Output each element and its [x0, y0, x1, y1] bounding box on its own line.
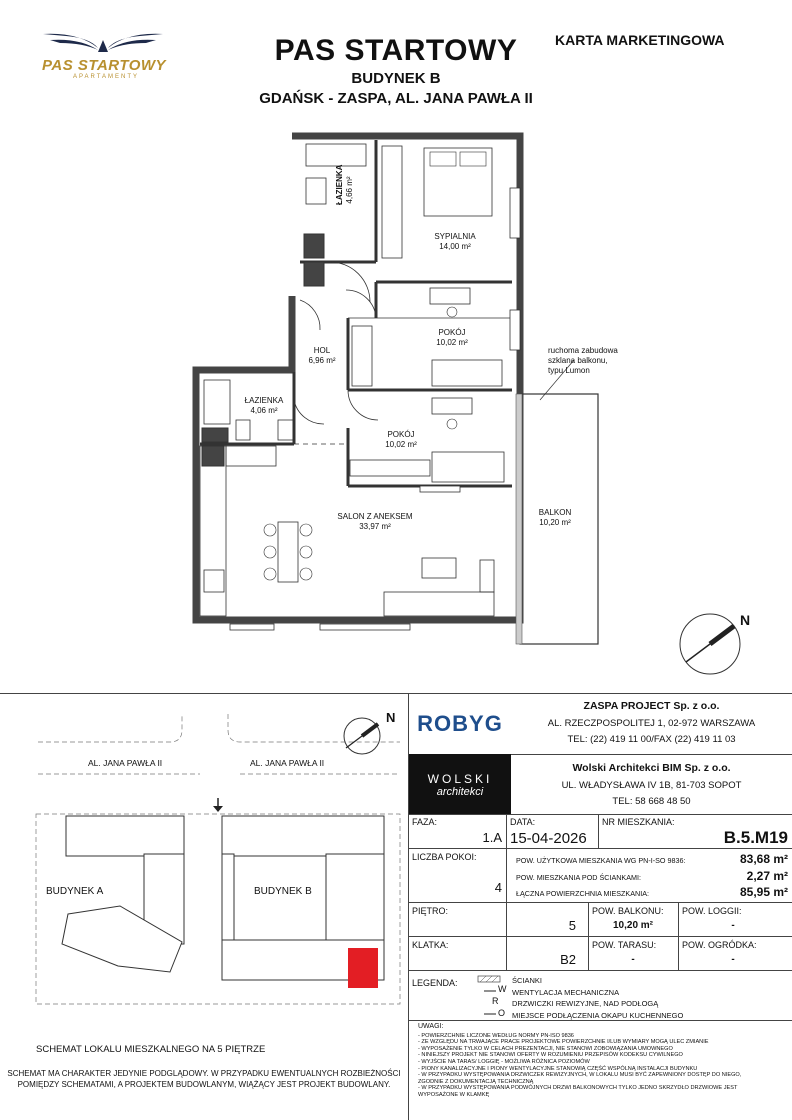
taras-label: POW. TARASU:: [592, 940, 657, 950]
klatka-value: B2: [560, 952, 576, 967]
site-disclaimer: SCHEMAT MA CHARAKTER JEDYNIE PODGLĄDOWY. W PRZYPADKU EWENTUALNYCH ROZBIEŻNOŚCI POMIĘDZY SCHEMATAMI, A PROJEKTEM BUDOWLANYM, WIĄŻĄCY JEST PROJEKT BUDOWLANY.: [7, 1069, 401, 1089]
data-label: DATA:: [510, 817, 536, 827]
pokoje-label: LICZBA POKOI:: [412, 852, 477, 862]
ogrodek-value: -: [731, 954, 735, 965]
room-label-living: SALON Z ANEKSEM 33,97 m²: [337, 512, 413, 531]
nr-value: B.5.M19: [723, 828, 788, 847]
faza-label: FAZA:: [412, 817, 438, 827]
street-label-right: AL. JANA PAWŁA II: [250, 758, 325, 768]
info-table-top: [409, 814, 792, 815]
legend-mark-o: O: [498, 1008, 506, 1018]
robyg-logo-text: ROBYG: [417, 711, 503, 736]
company-address: AL. RZECZPOSPOLITEJ 1, 02-972 WARSZAWA: [547, 718, 756, 729]
room-label-hall: HOL 6,96 m²: [308, 346, 336, 365]
balkon-label: POW. BALKONU:: [592, 906, 664, 916]
architect-tel: TEL: 58 668 48 50: [612, 796, 691, 807]
taras-value: -: [631, 954, 635, 965]
company-divider: [511, 754, 792, 755]
company-tel: TEL: (22) 419 11 00/FAX (22) 419 11 03: [567, 734, 736, 745]
loggia-label: POW. LOGGII:: [682, 906, 742, 916]
robyg-logo: [409, 694, 511, 754]
pietro-value: 5: [568, 918, 576, 933]
card-type: KARTA MARKETINGOWA: [555, 32, 725, 48]
balcony-annotation: ruchoma zabudowa szklana balkonu, typu Lumon: [548, 346, 618, 375]
nr-label: NR MIESZKANIA:: [602, 817, 675, 827]
legend-mark-w: W: [498, 984, 507, 994]
data-value: 15-04-2026: [510, 830, 587, 847]
site-north-arrow-icon: [344, 718, 380, 754]
pietro-label: PIĘTRO:: [412, 906, 449, 916]
building-b-label: BUDYNEK B: [254, 886, 312, 897]
room-label-room1: POKÓJ 10,02 m²: [436, 328, 468, 347]
wolski-logo-line2: architekci: [436, 786, 484, 798]
site-north-label: N: [386, 710, 396, 725]
architect-address: UL. WŁADYSŁAWA IV 1B, 81-703 SOPOT: [561, 780, 742, 791]
room-label-bedroom: SYPIALNIA 14,00 m²: [434, 232, 476, 251]
site-plan: [0, 694, 408, 1034]
room-label-bath2: ŁAZIENKA 4,06 m²: [244, 396, 284, 415]
wolski-logo-line1: WOLSKI: [427, 772, 493, 786]
pu-value: 83,68 m²: [739, 852, 788, 866]
building-a-label: BUDYNEK A: [46, 886, 104, 897]
loggia-value: -: [731, 920, 735, 931]
address-title: GDAŃSK - ZASPA, AL. JANA PAWŁA II: [259, 90, 533, 107]
room-label-balcony: BALKON 10,20 m²: [538, 508, 572, 527]
street-label-left: AL. JANA PAWŁA II: [88, 758, 163, 768]
legend-mark-r: R: [492, 996, 499, 1006]
klatka-label: KLATKA:: [412, 940, 449, 950]
ps-value: 2,27 m²: [746, 869, 788, 883]
architect-name: Wolski Architekci BIM Sp. z o.o.: [572, 762, 731, 774]
ogrodek-label: POW. OGRÓDKA:: [682, 940, 757, 950]
notes: UWAGI: - POWIERZCHNIE LICZONE WEDŁUG NORMY PN-ISO 9836 - ZE WZGLĘDU NA TRWAJĄCE PRACE PROJEKTOWE POWIERZCHNIE I/LUB WYMIARY MOGĄ ULEC ZMIANIE - WYPOSAŻENIE TYLKO W CELACH PREZENTACJI, NIE STANOWI ZOBOWIĄZANIA UMOWNEGO - NINIEJSZY PROJEKT NIE STANOWI OFERTY W ROZUMIENIU PRZEPISÓW KODEKSU CYWILNEGO - WYJŚCIE NA TARAS/ LOGGIĘ - MOŻLIWA RÓŻNICA POZIOMÓW - PIONY KANALIZACYJNE I PIONY WENTYLACYJNE STANOWIĄ CZĘŚĆ WSPÓLNĄ INSTALACJI BUDYNKU - W PRZYPADKU WYSTĘPOWANIA DRZWICZEK REWIZYJNYCH, W LOKALU MUSI BYĆ ZAPEWNIONY DOSTĘP DO NIEGO, ZGODNIE Z DOKUMENTACJĄ TECHNICZNĄ - W PRZYPADKU WYSTĘPOWANIA PODWÓJNYCH DRZWI BALKONOWYCH TYLKO JEDNO SKRZYDŁO DRZWIOWE JEST WYPOSAŻONE W KLAMKĘ: [418, 1023, 742, 1098]
pl-label: ŁĄCZNA POWIERZCHNIA MIESZKANIA:: [516, 889, 649, 898]
legend-title: LEGENDA:: [412, 978, 458, 988]
faza-value: 1.A: [482, 830, 502, 845]
project-title: PAS STARTOWY: [274, 34, 518, 67]
pl-value: 85,95 m²: [739, 885, 788, 899]
company-name: ZASPA PROJECT Sp. z o.o.: [583, 700, 720, 712]
balkon-value: 10,20 m²: [612, 920, 654, 931]
apartment-highlight: [348, 948, 378, 988]
site-caption: SCHEMAT LOKALU MIESZKALNEGO NA 5 PIĘTRZE: [36, 1044, 266, 1055]
room-label-room2: POKÓJ 10,02 m²: [385, 430, 417, 449]
ps-label: POW. MIESZKANIA POD ŚCIANKAMI:: [516, 873, 642, 882]
entrance-arrow-icon: [213, 798, 223, 812]
building-title: BUDYNEK B: [351, 70, 441, 87]
pu-label: POW. UŻYTKOWA MIESZKANIA WG PN-I-SO 9836:: [516, 856, 686, 865]
legend-items: ŚCIANKI WENTYLACJA MECHANICZNA DRZWICZKI REWIZYJNE, NAD PODŁOGĄ MIEJSCE PODŁĄCZENIA OKAPU KUCHENNEGO: [512, 976, 684, 1020]
logo-subtitle: APARTAMENTY: [73, 74, 140, 80]
north-label: N: [740, 612, 751, 628]
room-label-bath1: ŁAZIENKA 4,66 m²: [335, 164, 354, 205]
north-arrow-icon: [680, 614, 740, 674]
pokoje-value: 4: [494, 880, 502, 895]
wolski-logo: [409, 754, 511, 814]
logo-text: PAS STARTOWY: [42, 57, 167, 74]
